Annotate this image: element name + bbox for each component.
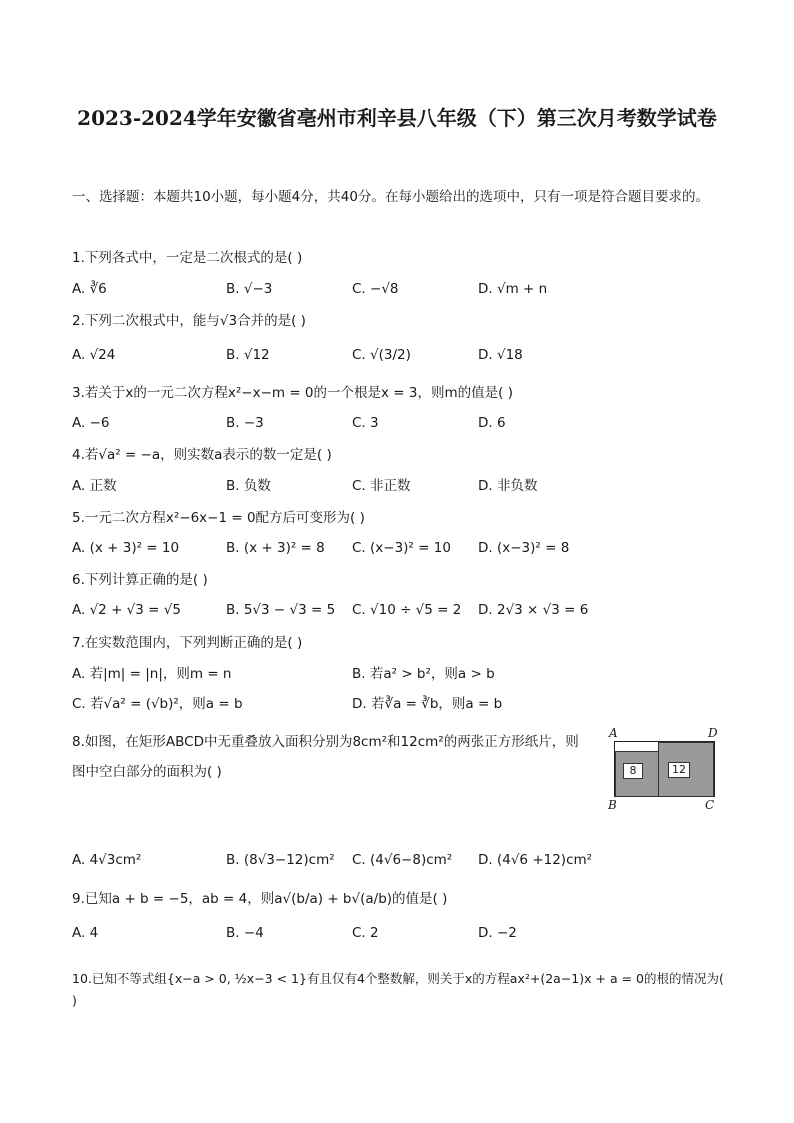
question-1-option-a: A. ∛6 <box>72 281 107 297</box>
square-8-label: 8 <box>623 763 643 779</box>
question-8-stem: 8.如图，在矩形ABCD中无重叠放入面积分别为8cm²和12cm²的两张正方形纸片，则图中空白部分的面积为( ) <box>72 734 579 780</box>
question-2-option-d: D. √18 <box>478 347 523 363</box>
rectangle-figure <box>604 726 730 816</box>
question-7-option-b: B. 若a² > b²，则a > b <box>352 666 495 682</box>
question-7-option-c: C. 若√a² = (√b)²，则a = b <box>72 696 243 712</box>
question-1-stem: 1.下列各式中，一定是二次根式的是( ) <box>72 250 303 266</box>
question-5-option-c: C. (x−3)² = 10 <box>352 540 451 556</box>
question-5-option-d: D. (x−3)² = 8 <box>478 540 570 556</box>
question-8-option-a: A. 4√3cm² <box>72 852 142 868</box>
question-5-stem: 5.一元二次方程x²−6x−1 = 0配方后可变形为( ) <box>72 510 365 526</box>
question-8-option-c: C. (4√6−8)cm² <box>352 852 453 868</box>
question-10-stem: 10.已知不等式组{x−a > 0, ½x−3 < 1}有且仅有4个整数解，则关于x的方程ax²+(2a−1)x + a = 0的根的情况为( ) <box>72 971 724 1008</box>
question-3-stem: 3.若关于x的一元二次方程x²−x−m = 0的一个根是x = 3，则m的值是( ) <box>72 385 513 401</box>
question-6-option-a: A. √2 + √3 = √5 <box>72 602 181 618</box>
question-1-option-c: C. −√8 <box>352 281 399 297</box>
question-7-stem: 7.在实数范围内，下列判断正确的是( ) <box>72 635 303 651</box>
question-9-stem: 9.已知a + b = −5，ab = 4，则a√(b/a) + b√(a/b)的值是( ) <box>72 891 448 907</box>
question-8-option-d: D. (4√6 +12)cm² <box>478 852 593 868</box>
corner-label-b: B <box>608 798 617 812</box>
question-2-stem: 2.下列二次根式中，能与√3合并的是( ) <box>72 313 306 329</box>
question-4-option-b: B. 负数 <box>226 478 271 494</box>
corner-label-c: C <box>705 798 715 812</box>
question-5-option-a: A. (x + 3)² = 10 <box>72 540 180 556</box>
question-9-option-d: D. −2 <box>478 925 517 941</box>
question-4-stem: 4.若√a² = −a，则实数a表示的数一定是( ) <box>72 447 332 463</box>
question-4-option-a: A. 正数 <box>72 478 117 494</box>
question-7-option-d: D. 若∛a = ∛b，则a = b <box>352 696 503 712</box>
question-8-option-b: B. (8√3−12)cm² <box>226 852 335 868</box>
question-9-option-c: C. 2 <box>352 925 379 941</box>
question-9-option-b: B. −4 <box>226 925 264 941</box>
question-6-option-c: C. √10 ÷ √5 = 2 <box>352 602 462 618</box>
section-heading: 一、选择题：本题共10小题，每小题4分，共40分。在每小题给出的选项中，只有一项是符合题目要求的。 <box>72 189 709 205</box>
corner-label-a: A <box>609 726 618 740</box>
question-2-option-c: C. √(3/2) <box>352 347 411 363</box>
question-3-option-d: D. 6 <box>478 415 506 431</box>
question-3-option-a: A. −6 <box>72 415 110 431</box>
question-1-option-b: B. √−3 <box>226 281 273 297</box>
question-6-stem: 6.下列计算正确的是( ) <box>72 572 208 588</box>
question-3-option-c: C. 3 <box>352 415 379 431</box>
corner-label-d: D <box>708 726 718 740</box>
question-9-option-a: A. 4 <box>72 925 99 941</box>
question-1-option-d: D. √m + n <box>478 281 548 297</box>
question-2-option-a: A. √24 <box>72 347 116 363</box>
question-2-option-b: B. √12 <box>226 347 270 363</box>
question-6-option-b: B. 5√3 − √3 = 5 <box>226 602 336 618</box>
question-6-option-d: D. 2√3 × √3 = 6 <box>478 602 589 618</box>
question-5-option-b: B. (x + 3)² = 8 <box>226 540 325 556</box>
page-title: 2023-2024学年安徽省亳州市利辛县八年级（下）第三次月考数学试卷 <box>77 106 717 130</box>
question-4-option-d: D. 非负数 <box>478 478 538 494</box>
question-7-option-a: A. 若|m| = |n|，则m = n <box>72 666 232 682</box>
question-3-option-b: B. −3 <box>226 415 264 431</box>
square-12-label: 12 <box>668 762 690 778</box>
question-4-option-c: C. 非正数 <box>352 478 411 494</box>
